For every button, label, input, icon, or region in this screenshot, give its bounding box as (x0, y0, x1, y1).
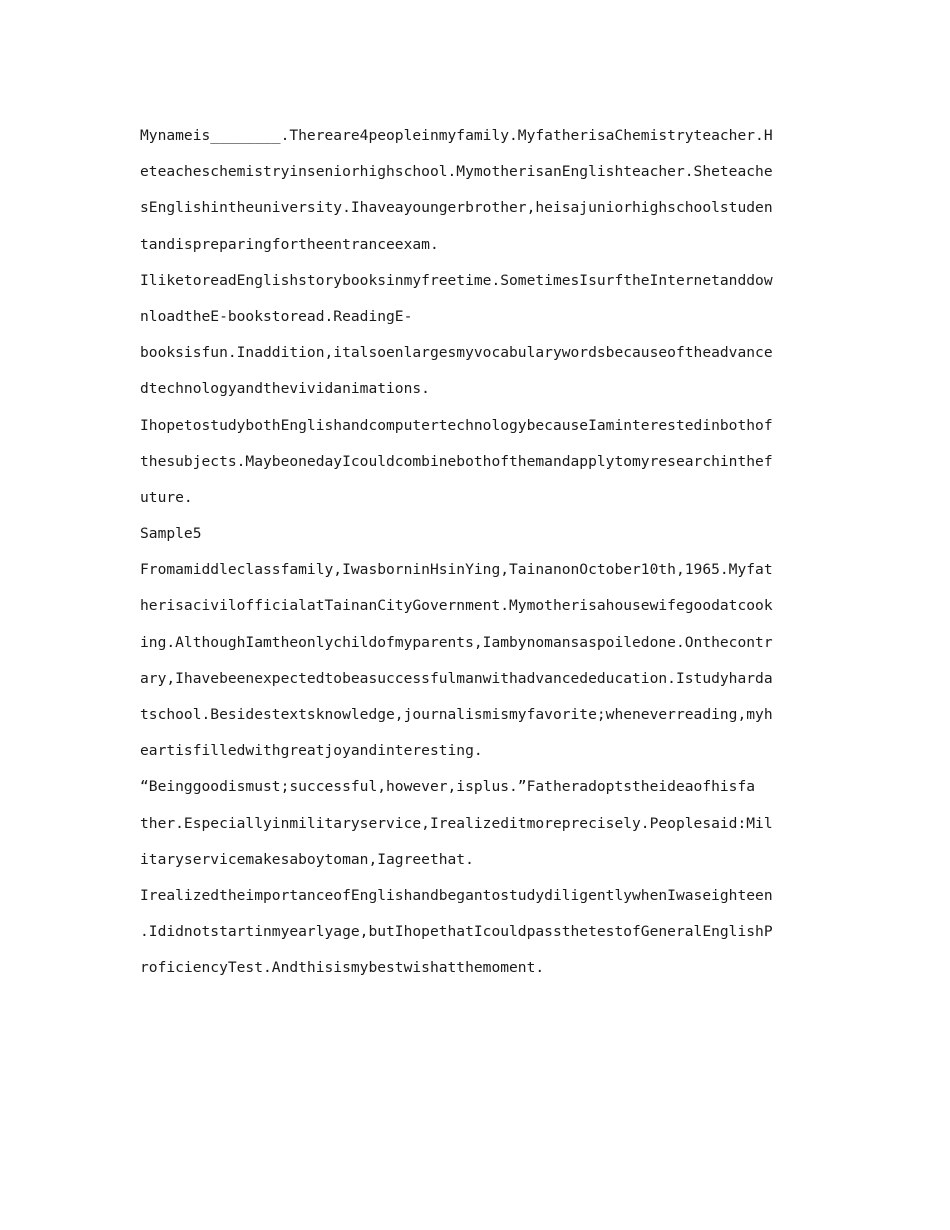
text-line: tandispreparingfortheentranceexam. (140, 235, 439, 253)
text-line: sEnglishintheuniversity.Ihaveayoungerbrother,heisajuniorhighschoolstuden (140, 199, 773, 217)
text-line: ary,Ihavebeenexpectedtobeasuccessfulmanwithadvancededucation.Istudyharda (140, 669, 773, 687)
text-line: IliketoreadEnglishstorybooksinmyfreetime.SometimesIsurftheInternetanddow (140, 271, 773, 289)
text-line: herisacivilofficialatTainanCityGovernment.Mymotherisahousewifegoodatcook (140, 597, 773, 615)
text-line: roficiencyTest.Andthisismybestwishatthemoment. (140, 959, 545, 977)
text-line: ing.AlthoughIamtheonlychildofmyparents,Iambynomansaspoiledone.Onthecontr (140, 633, 773, 651)
section-heading: Sample5 (140, 525, 202, 543)
text-line: uture. (140, 488, 193, 506)
text-line: Fromamiddleclassfamily,IwasborninHsinYing,TainanonOctober10th,1965.Myfat (140, 561, 773, 579)
text-line: itaryservicemakesaboytoman,Iagreethat. (140, 850, 474, 868)
text-line: .Ididnotstartinmyearlyage,butIhopethatIcouldpassthetestofGeneralEnglishP (140, 923, 773, 941)
text-line: thesubjects.MaybeonedayIcouldcombinebothofthemandapplytomyresearchinthef (140, 452, 773, 470)
text-line: Mynameis________.Thereare4peopleinmyfamily.MyfatherisaChemistryteacher.H (140, 127, 773, 144)
text-line: nloadtheE-bookstoread.ReadingE- (140, 307, 413, 325)
text-line: IrealizedtheimportanceofEnglishandbegantostudydiligentlywhenIwaseighteen (140, 886, 773, 904)
text-line: “Beinggoodismust;successful,however,isplus.”Fatheradoptstheideaofhisfa (140, 778, 756, 796)
document-body (140, 118, 812, 987)
text-line: eartisfilledwithgreatjoyandinteresting. (140, 742, 483, 760)
text-line: booksisfun.Inaddition,italsoenlargesmyvocabularywordsbecauseoftheadvance (140, 344, 773, 362)
text-line: IhopetostudybothEnglishandcomputertechnologybecauseIaminterestedinbothof (140, 416, 773, 434)
text-line: eteacheschemistryinseniorhighschool.MymotherisanEnglishteacher.Sheteache (140, 163, 773, 181)
text-line: tschool.Besidestextsknowledge,journalismismyfavorite;wheneverreading,myh (140, 706, 773, 723)
text-line: ther.Especiallyinmilitaryservice,Irealizeditmoreprecisely.Peoplesaid:Mil (140, 814, 773, 832)
text-line: dtechnologyandthevividanimations. (140, 380, 430, 398)
